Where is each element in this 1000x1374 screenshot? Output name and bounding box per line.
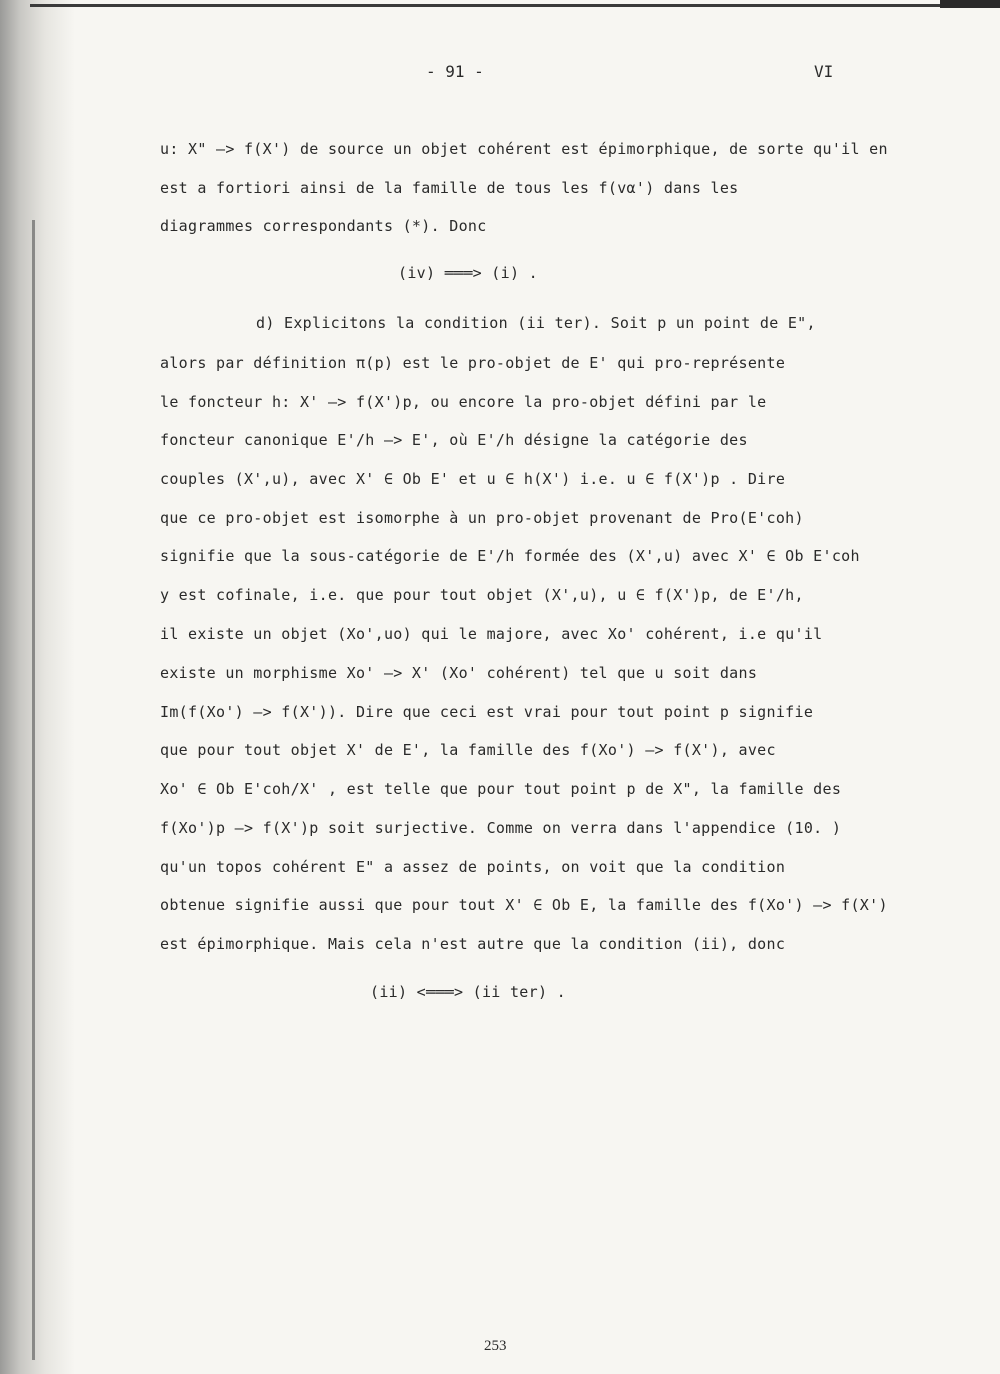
folio-number: 253 xyxy=(484,1338,507,1354)
text-line: couples (X',u), avec X' ∈ Ob E' et u ∈ h(X') i.e. u ∈ f(X')p . Dire xyxy=(160,470,786,488)
text-line: signifie que la sous-catégorie de E'/h formée des (X',u) avec X' ∈ Ob E'coh xyxy=(160,547,860,565)
text-line: existe un morphisme Xo' —> X' (Xo' cohérent) tel que u soit dans xyxy=(160,664,758,682)
text-line: alors par définition π(p) est le pro-objet de E' qui pro-représente xyxy=(160,354,786,372)
text-line: foncteur canonique E'/h —> E', où E'/h désigne la catégorie des xyxy=(160,431,748,449)
text-line: y est cofinale, i.e. que pour tout objet (X',u), u ∈ f(X')p, de E'/h, xyxy=(160,586,804,604)
text-line: il existe un objet (Xo',uo) qui le majore, avec Xo' cohérent, i.e qu'il xyxy=(160,625,823,643)
text-line: est a fortiori ainsi de la famille de tous les f(vα') dans les xyxy=(160,179,739,197)
header-page-number: - 91 - xyxy=(426,62,484,81)
text-line: f(Xo')p —> f(X')p soit surjective. Comme on verra dans l'appendice (10. ) xyxy=(160,819,842,837)
top-rule xyxy=(30,4,990,7)
text-line: que ce pro-objet est isomorphe à un pro-objet provenant de Pro(E'coh) xyxy=(160,509,804,527)
text-line: qu'un topos cohérent E" a assez de points, on voit que la condition xyxy=(160,858,786,876)
text-line: obtenue signifie aussi que pour tout X' ∈ Ob E, la famille des f(Xo') —> f(X') xyxy=(160,896,888,914)
text-line: u: X" —> f(X') de source un objet cohérent est épimorphique, de sorte qu'il en xyxy=(160,140,888,158)
top-corner-mark xyxy=(940,0,1000,8)
text-line: le foncteur h: X' —> f(X')p, ou encore la pro-objet défini par le xyxy=(160,393,767,411)
equivalence-ii-iiter: (ii) <═══> (ii ter) . xyxy=(370,983,566,1001)
text-line: que pour tout objet X' de E', la famille des f(Xo') —> f(X'), avec xyxy=(160,741,776,759)
text-line: est épimorphique. Mais cela n'est autre que la condition (ii), donc xyxy=(160,935,786,953)
text-line: Im(f(Xo') —> f(X')). Dire que ceci est vrai pour tout point p signifie xyxy=(160,703,814,721)
binding-edge xyxy=(32,220,35,1360)
header-chapter: VI xyxy=(814,62,834,81)
text-line: diagrammes correspondants (*). Donc xyxy=(160,217,487,235)
implication-iv-i: (iv) ═══> (i) . xyxy=(398,264,538,282)
text-line: d) Explicitons la condition (ii ter). Soit p un point de E", xyxy=(256,314,816,332)
text-line: Xo' ∈ Ob E'coh/X' , est telle que pour tout point p de X", la famille des xyxy=(160,780,842,798)
page-spine-shadow xyxy=(0,0,75,1374)
